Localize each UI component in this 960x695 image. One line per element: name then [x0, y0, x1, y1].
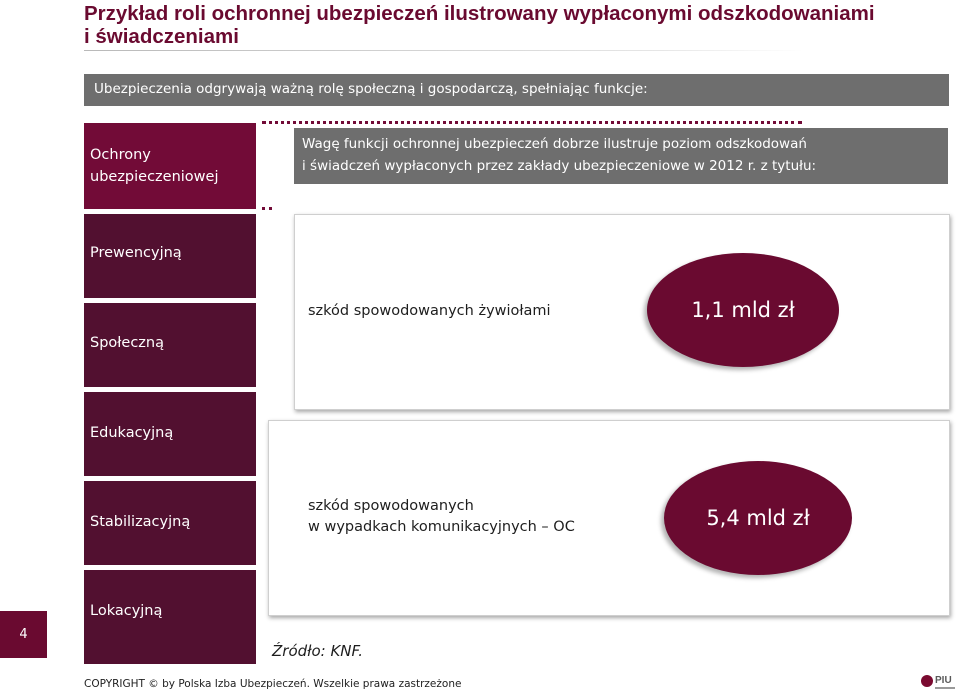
- function-stabilizacyjna: [84, 481, 256, 565]
- intro-text: Ubezpieczenia odgrywają ważną rolę społeczną i gospodarczą, spełniając funkcje:: [94, 81, 648, 97]
- connector-top: [262, 121, 802, 124]
- source-note: Źródło: KNF.: [272, 642, 363, 660]
- description-line-2: i świadczeń wypłaconych przez zakłady ubezpieczeniowe w 2012 r. z tytułu:: [302, 158, 817, 174]
- claim-description-line-2: w wypadkach komunikacyjnych – OC: [308, 519, 575, 535]
- claim-value: 1,1 mld zł: [691, 298, 795, 322]
- claim-description: [308, 496, 575, 538]
- function-label-line-2: ubezpieczeniowej: [90, 169, 219, 185]
- logo-underline: [935, 687, 955, 689]
- claim-value-oval: [647, 253, 839, 367]
- claim-description: szkód spowodowanych żywiołami: [308, 303, 551, 319]
- description-line-1: Wagę funkcji ochronnej ubezpieczeń dobrze ilustruje poziom odszkodowań: [302, 136, 807, 152]
- piu-logo: [921, 674, 957, 692]
- function-label: Stabilizacyjną: [90, 514, 191, 530]
- claim-value: 5,4 mld zł: [706, 506, 810, 530]
- function-label: Lokacyjną: [90, 603, 163, 619]
- copyright-notice: COPYRIGHT © by Polska Izba Ubezpieczeń. Wszelkie prawa zastrzeżone: [84, 678, 462, 690]
- logo-mark-icon: [921, 675, 933, 687]
- title-divider: [84, 50, 804, 51]
- claim-panel-traffic-accidents: [268, 420, 950, 616]
- claim-value-oval: [664, 461, 852, 575]
- function-label: Społeczną: [90, 335, 164, 351]
- intro-bar: [84, 74, 949, 106]
- function-prewencyjna: [84, 214, 256, 298]
- function-label-line-1: Ochrony: [90, 147, 151, 163]
- page-title-line-1: Przykład roli ochronnej ubezpieczeń ilustrowany wypłaconymi odszkodowaniami: [84, 2, 875, 25]
- claim-panel-natural-disasters: [294, 214, 950, 410]
- logo-text: PIU: [935, 675, 952, 686]
- page-title-line-2: i świadczeniami: [84, 25, 239, 48]
- function-edukacyjna: [84, 392, 256, 476]
- connector-bottom: [262, 207, 272, 210]
- function-lokacyjna: [84, 570, 256, 664]
- page-number-badge: [0, 611, 47, 658]
- function-ochrony: [84, 123, 256, 209]
- function-spoleczna: [84, 303, 256, 387]
- function-label: Edukacyjną: [90, 425, 174, 441]
- function-label: Prewencyjną: [90, 245, 182, 261]
- claim-description-line-1: szkód spowodowanych: [308, 498, 474, 514]
- page-title: [84, 2, 944, 48]
- page-number: 4: [19, 627, 28, 642]
- description-box: [294, 128, 948, 184]
